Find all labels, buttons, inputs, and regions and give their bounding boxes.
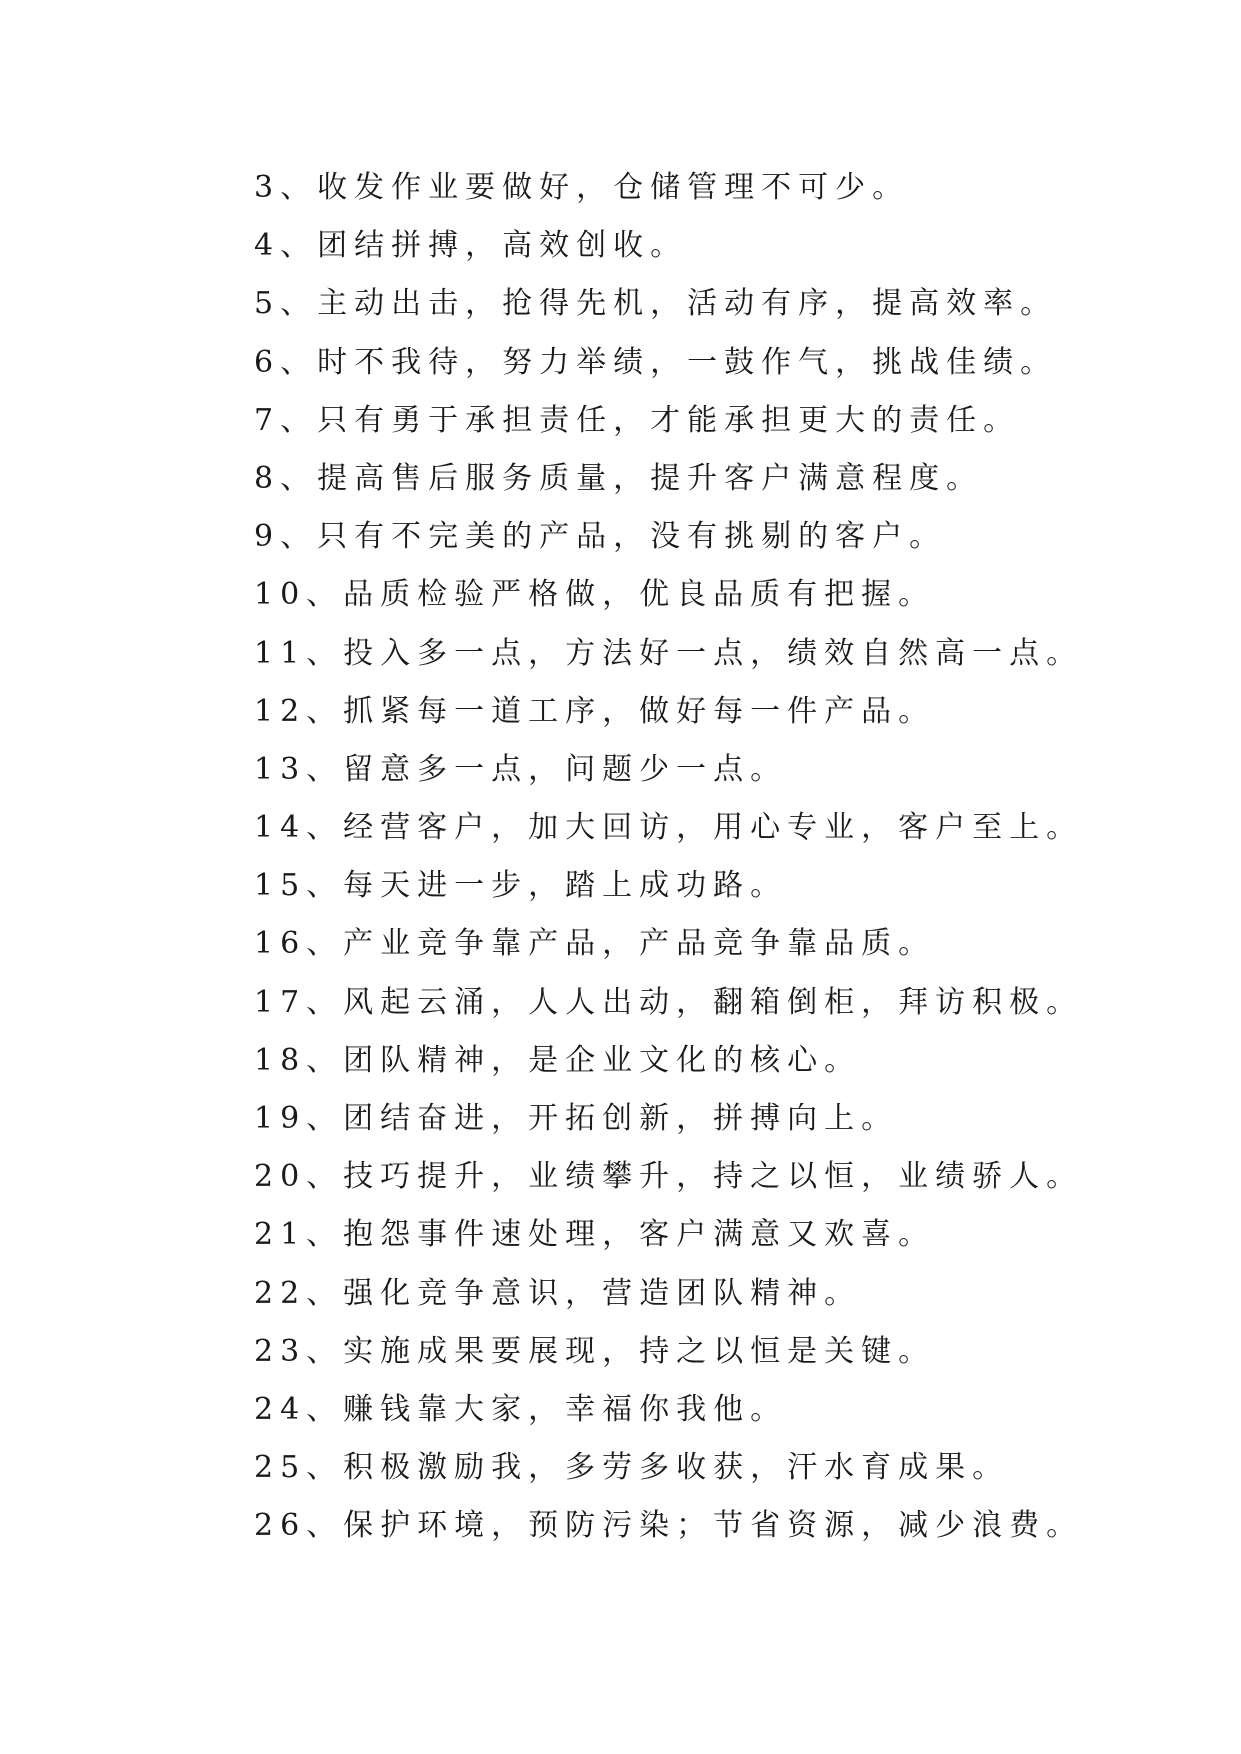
slogan-line-11: 11、投入多一点，方法好一点，绩效自然高一点。 xyxy=(254,635,1084,671)
slogan-line-19: 19、团结奋进，开拓创新，拼搏向上。 xyxy=(254,1101,899,1136)
slogan-line-6: 6、时不我待，努力举绩，一鼓作气，挑战佳绩。 xyxy=(254,344,1058,380)
slogan-line-3: 3、收发作业要做好，仓储管理不可少。 xyxy=(254,170,910,205)
slogan-line-5: 5、主动出击，抢得先机，活动有序，提高效率。 xyxy=(254,286,1058,322)
slogan-line-23: 23、实施成果要展现，持之以恒是关键。 xyxy=(254,1333,936,1369)
slogan-line-15: 15、每天进一步，踏上成功路。 xyxy=(254,868,788,904)
slogan-line-21: 21、抱怨事件速处理，客户满意又欢喜。 xyxy=(254,1217,936,1253)
slogan-line-24: 24、赚钱靠大家，幸福你我他。 xyxy=(254,1391,788,1427)
slogan-line-16: 16、产业竞争靠产品，产品竞争靠品质。 xyxy=(254,926,936,962)
slogan-line-9: 9、只有不完美的产品，没有挑剔的客户。 xyxy=(254,519,947,555)
slogan-line-13: 13、留意多一点，问题少一点。 xyxy=(254,751,788,787)
slogan-line-4: 4、团结拼搏，高效创收。 xyxy=(254,228,688,264)
slogan-list xyxy=(254,159,1214,1556)
slogan-line-8: 8、提高售后服务质量，提升客户满意程度。 xyxy=(254,460,984,496)
slogan-line-26: 26、保护环境，预防污染；节省资源，减少浪费。 xyxy=(254,1508,1084,1544)
slogan-line-20: 20、技巧提升，业绩攀升，持之以恒，业绩骄人。 xyxy=(254,1159,1084,1195)
slogan-line-17: 17、风起云涌，人人出动，翻箱倒柜，拜访积极。 xyxy=(254,984,1084,1020)
slogan-line-25: 25、积极激励我，多劳多收获，汗水育成果。 xyxy=(254,1450,1010,1486)
slogan-line-7: 7、只有勇于承担责任，才能承担更大的责任。 xyxy=(254,402,1021,438)
slogan-line-10: 10、品质检验严格做，优良品质有把握。 xyxy=(254,577,936,613)
slogan-line-12: 12、抓紧每一道工序，做好每一件产品。 xyxy=(254,693,936,729)
slogan-line-18: 18、团队精神，是企业文化的核心。 xyxy=(254,1042,862,1078)
slogan-line-22: 22、强化竞争意识，营造团队精神。 xyxy=(254,1275,862,1311)
slogan-line-14: 14、经营客户，加大回访，用心专业，客户至上。 xyxy=(254,810,1084,846)
